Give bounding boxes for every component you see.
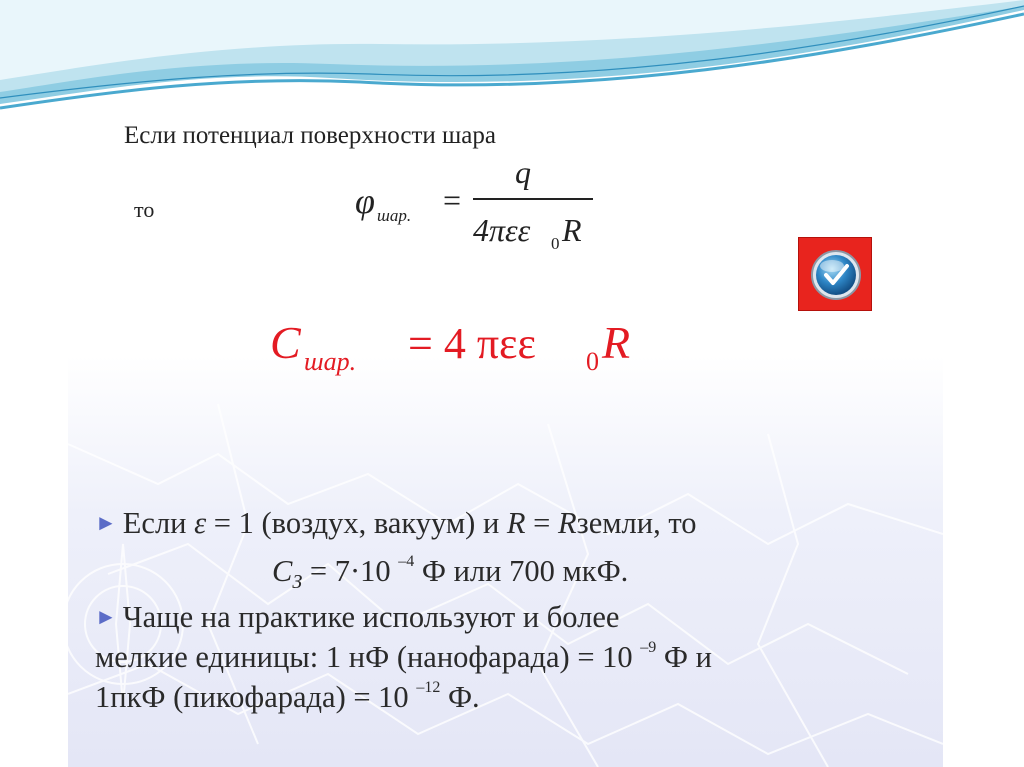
check-icon [799, 238, 873, 312]
c-symbol: С [272, 554, 293, 588]
exponent: –12 [416, 678, 441, 696]
text-fragment: земли, то [576, 506, 697, 540]
text-fragment: = 7·10 [302, 554, 399, 588]
text-fragment: = 1 (воздух, вакуум) и [206, 506, 507, 540]
epsilon-symbol: ε [194, 506, 207, 540]
earth-capacitance-value [272, 554, 628, 594]
text-fragment: 1пкФ (пикофарада) = 10 [95, 680, 417, 714]
text-fragment: Ф. [440, 680, 480, 714]
text-fragment: мелкие единицы: 1 нФ (нанофарада) = 10 [95, 640, 641, 674]
c-rhs: = 4 πεε [408, 319, 536, 368]
c-subscript: шар. [304, 347, 357, 376]
small-units-line [95, 680, 480, 715]
phi-equals: = [443, 182, 462, 218]
text-fragment: = [525, 506, 558, 540]
bullet-earth-capacitance [95, 506, 697, 541]
bullet-arrow-icon: ► [95, 604, 117, 629]
small-units-line [95, 640, 712, 675]
c-symbol: C [270, 317, 301, 368]
text-fragment: Если [122, 506, 195, 540]
text-fragment: Ф и [656, 640, 712, 674]
r-symbol: R [506, 506, 526, 540]
c-rhs-sub: 0 [586, 347, 599, 376]
check-answer-button[interactable] [798, 237, 872, 311]
phi-numerator: q [515, 155, 531, 190]
text-fragment: Ф или 700 мкФ. [414, 554, 629, 588]
phi-denominator-sub: 0 [551, 234, 560, 250]
exponent: –4 [398, 552, 415, 570]
exponent: –9 [640, 638, 657, 656]
phi-denominator-r: R [562, 212, 582, 248]
then-word: то [134, 197, 155, 222]
potential-formula [355, 155, 615, 250]
c-subscript: З [292, 571, 303, 594]
header-wave-decoration [0, 0, 1024, 120]
capacitance-formula [270, 308, 670, 378]
phi-symbol: φ [355, 181, 375, 221]
c-rhs-r: R [602, 317, 631, 368]
phi-subscript: шар. [377, 206, 412, 225]
intro-text: Если потенциал поверхности шара [124, 122, 496, 149]
bullet-small-units [95, 600, 619, 635]
r-symbol: R [558, 506, 577, 540]
phi-denominator: 4πεε [473, 212, 531, 248]
bullet-arrow-icon: ► [95, 510, 117, 535]
text-fragment: Чаще на практике используют и более [122, 600, 620, 634]
